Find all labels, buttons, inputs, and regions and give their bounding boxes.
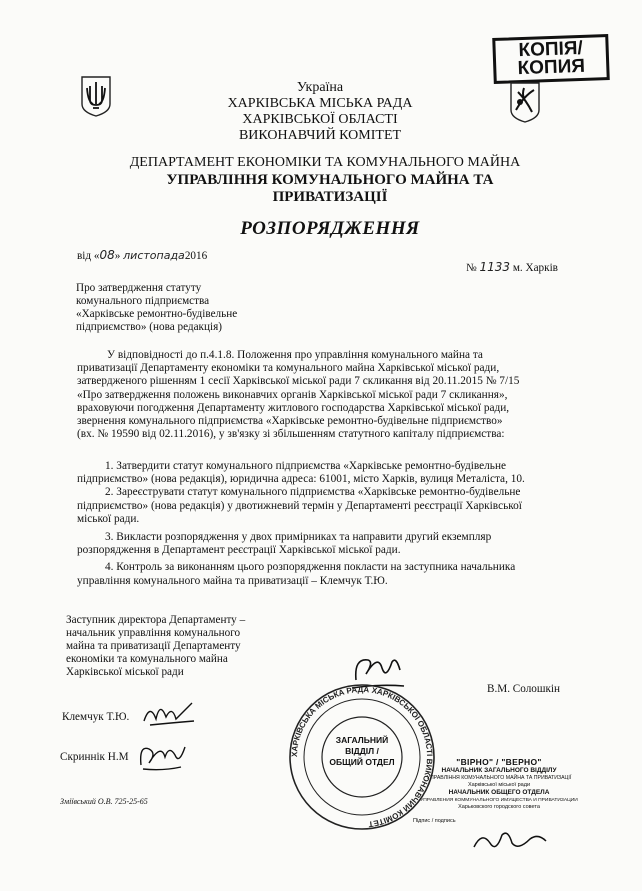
signatory-position-line: економіки та комунального майна: [66, 653, 228, 665]
city: м. Харків: [512, 262, 558, 274]
signatory-name: В.М. Солошкін: [487, 683, 561, 695]
signatory-position: [66, 614, 286, 679]
date-month: листопада: [123, 249, 185, 262]
preamble-line: У відповідності до п.4.1.8. Положення про управління комунального майна та: [107, 349, 483, 361]
order-item-line: 4. Контроль за виконанням цього розпорядження покласти на заступника начальника: [105, 561, 516, 574]
approval-signature: [140, 697, 200, 731]
signatory-position-line: Заступник директора Департаменту –: [66, 614, 246, 626]
order-item: [77, 531, 575, 557]
order-items: [77, 460, 575, 588]
preamble-line: «Про затвердження положень виконавчих органів Харківської міської ради 7 скликання»,: [77, 388, 508, 401]
date-day: 08: [99, 248, 115, 262]
preamble: [77, 349, 575, 441]
document-type: РОЗПОРЯДЖЕННЯ: [240, 218, 420, 239]
certify-stamp-line: НАЧАЛЬНИК ЗАГАЛЬНОГО ВІДДІЛУ: [441, 767, 557, 774]
number-line: [466, 261, 616, 275]
directorate-line2: ПРИВАТИЗАЦІЇ: [272, 189, 388, 205]
certify-stamp-line: УПРАВЛЕНИЯ КОММУНАЛЬНОГО ИМУЩЕСТВА И ПРИВАТИЗАЦИИ: [420, 798, 578, 803]
order-item: [77, 460, 575, 486]
order-item: [77, 486, 575, 526]
kharkiv-emblem: [508, 80, 542, 124]
department-name: ДЕПАРТАМЕНТ ЕКОНОМІКИ ТА КОМУНАЛЬНОГО МАЙНА: [129, 155, 521, 170]
date-line: [77, 249, 277, 263]
certify-stamp-line: Харківської міської ради: [467, 782, 531, 788]
round-stamp-ring-label: ХАРКІВСЬКА МІСЬКА РАДА ХАРКІВСЬКОЇ ОБЛАСТІ ВИКОНАВЧИЙ КОМІТЕТ: [289, 684, 435, 829]
document-number: 1133: [479, 260, 511, 274]
certify-stamp-line: Харьковского городского совета: [458, 804, 540, 810]
preamble-line: затвердженого рішенням 1 сесії Харківської міської ради 7 скликання від 20.11.2015 № 7/15: [77, 375, 520, 388]
signatory-position-line: майна та приватизації Департаменту: [66, 640, 241, 652]
trident-emblem: [79, 74, 113, 118]
order-item-line: підприємство» (нова редакція) у двотижневий термін у Департаменті реєстрації Харківської: [77, 499, 522, 512]
executor-line: Зміївський О.В. 725-25-65: [60, 797, 148, 806]
order-item-line: управління комунального майна та приватизації – Клемчук Т.Ю.: [77, 574, 388, 587]
copy-stamp-line2: КОПИЯ: [517, 55, 586, 80]
order-item-line: 2. Зареєструвати статут комунального підприємства «Харківське ремонтно-будівельне: [105, 486, 521, 499]
preamble-line: звернення комунального підприємства «Харківське ремонтно-будівельне підприємство»: [77, 415, 503, 428]
approval-name: Скриннік Н.М: [60, 751, 129, 763]
certify-stamp: [413, 757, 585, 826]
certify-stamp-line: НАЧАЛЬНИК ОБЩЕГО ОТДЕЛА: [448, 789, 550, 796]
certify-stamp-line: УПРАВЛІННЯ КОМУНАЛЬНОГО МАЙНА ТА ПРИВАТИЗАЦІЇ: [426, 775, 572, 781]
date-sep: »: [114, 250, 121, 262]
subject-line: Про затвердження статуту: [76, 282, 202, 294]
round-stamp-text: ЗАГАЛЬНИЙ: [335, 735, 389, 745]
directorate-line1: УПРАВЛІННЯ КОМУНАЛЬНОГО МАЙНА ТА: [166, 172, 494, 188]
council-name: ХАРКІВСЬКА МІСЬКА РАДА: [227, 96, 413, 111]
certify-stamp-line: Підпис / подпись: [413, 818, 456, 824]
order-item-line: 1. Затвердити статут комунального підприємства «Харківське ремонтно-будівельне: [105, 460, 507, 472]
copy-stamp-line1: КОПІЯ/: [518, 37, 584, 62]
subject-line: комунального підприємства: [76, 295, 210, 307]
subject-block: [76, 282, 296, 334]
order-item-line: міської ради.: [77, 512, 140, 525]
preamble-line: враховуючи погодження Департаменту житлового господарства Харківської міської ради,: [77, 401, 510, 414]
round-stamp-text: ВІДДІЛ /: [345, 746, 379, 756]
number-prefix: №: [466, 262, 477, 274]
committee-name: ВИКОНАВЧИЙ КОМІТЕТ: [238, 128, 402, 143]
preamble-line: приватизації Департаменту економіки та комунального майна Харківської міської ради,: [77, 362, 500, 375]
order-item: [77, 561, 575, 587]
subject-line: підприємство» (нова редакція): [76, 321, 222, 333]
date-year: 2016: [184, 250, 208, 262]
certify-stamp-line: "ВІРНО" / "ВЕРНО": [456, 757, 542, 767]
region-name: ХАРКІВСЬКОЇ ОБЛАСТІ: [242, 112, 398, 127]
preamble-line: (вх. № 19590 від 02.11.2016), у зв'язку зі збільшенням статутного капіталу підприємства:: [77, 428, 505, 441]
signatory-position-line: начальник управління комунального: [66, 627, 241, 639]
order-item-line: підприємство» (нова редакція), юридична адреса: 61001, місто Харків, вулиця Металіста, 10.: [77, 473, 525, 486]
country-label: Україна: [296, 80, 344, 95]
approval-name: Клемчук Т.Ю.: [62, 711, 130, 723]
date-prefix: від «: [77, 250, 100, 262]
subject-line: «Харківське ремонтно-будівельне: [76, 308, 238, 320]
copy-stamp: [492, 34, 610, 84]
round-stamp-text: ОБЩИЙ ОТДЕЛ: [329, 757, 395, 767]
order-item-line: розпорядження в Департамент реєстрації Харківської міської ради.: [77, 544, 401, 557]
order-item-line: 3. Викласти розпорядження у двох примірниках та направити другий екземпляр: [105, 531, 492, 544]
signatory-position-line: Харківської міської ради: [66, 666, 184, 678]
approval-signature: [135, 735, 191, 775]
certify-signature: [470, 825, 550, 857]
